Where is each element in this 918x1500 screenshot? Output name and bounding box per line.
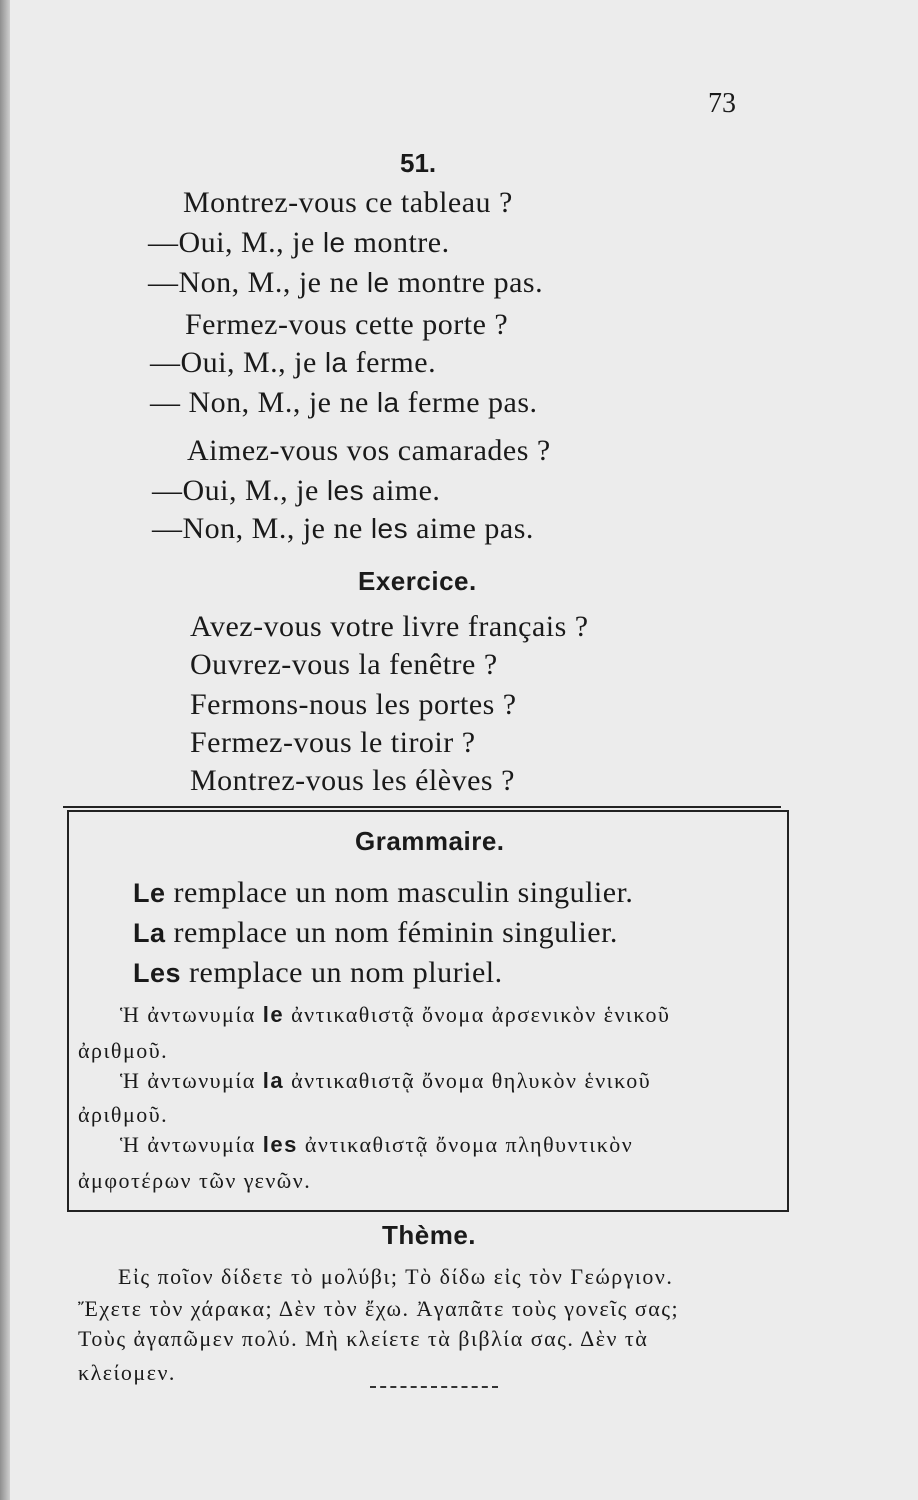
answer-no: —Non, M., je ne les aime pas. xyxy=(152,512,534,545)
theme-title: Thème. xyxy=(382,1220,477,1250)
pronoun: les xyxy=(326,475,365,506)
page-number: 73 xyxy=(708,88,736,119)
end-rule xyxy=(370,1386,498,1388)
pronoun: les xyxy=(262,1132,298,1157)
greek-rule: Ἡ ἀντωνυμία les ἀντικαθιστᾷ ὄνομα πληθυντικὸν xyxy=(120,1132,634,1157)
theme-line: κλείομεν. xyxy=(78,1360,176,1385)
exercise-item: Montrez-vous les élèves ? xyxy=(190,764,515,797)
page-edge xyxy=(0,0,10,1500)
pronoun: Les xyxy=(133,958,182,988)
pronoun: le xyxy=(366,267,390,298)
pronoun: la xyxy=(324,347,348,378)
grammar-rule: Les remplace un nom pluriel. xyxy=(133,956,503,989)
pronoun: les xyxy=(370,513,409,544)
theme-line: Εἰς ποῖον δίδετε τὸ μολύβι; Τὸ δίδω εἰς τὸν Γεώργιον. xyxy=(118,1264,674,1289)
pronoun: Le xyxy=(133,878,166,908)
grammar-rule: Le remplace un nom masculin singulier. xyxy=(133,876,634,909)
question-line: Montrez-vous ce tableau ? xyxy=(183,186,513,219)
section-number: 51. xyxy=(400,148,437,178)
pronoun: la xyxy=(262,1068,285,1093)
theme-line: Τοὺς ἀγαπῶμεν πολύ. Μὴ κλείετε τὰ βιβλία σας. Δὲν τὰ xyxy=(78,1326,649,1351)
greek-rule: Ἡ ἀντωνυμία la ἀντικαθιστᾷ ὄνομα θηλυκὸν ἑνικοῦ xyxy=(120,1068,652,1093)
exercise-title: Exercice. xyxy=(358,566,477,596)
greek-rule-cont: ἀριθμοῦ. xyxy=(78,1102,169,1127)
greek-rule-cont: ἀριθμοῦ. xyxy=(78,1038,169,1063)
pronoun: le xyxy=(322,227,346,258)
greek-rule: Ἡ ἀντωνυμία le ἀντικαθιστᾷ ὄνομα ἀρσενικὸν ἑνικοῦ xyxy=(120,1002,671,1027)
answer-no: —Non, M., je ne le montre pas. xyxy=(148,266,544,299)
question-line: Fermez-vous cette porte ? xyxy=(185,308,509,341)
divider-rule xyxy=(63,806,781,808)
grammar-rule: La remplace un nom féminin singulier. xyxy=(133,916,618,949)
question-line: Aimez-vous vos camarades ? xyxy=(187,434,551,467)
grammar-title: Grammaire. xyxy=(355,826,505,856)
pronoun: La xyxy=(133,918,166,948)
answer-yes: —Oui, M., je la ferme. xyxy=(150,346,437,379)
pronoun: le xyxy=(262,1002,285,1027)
exercise-item: Avez-vous votre livre français ? xyxy=(190,610,589,643)
answer-no: — Non, M., je ne la ferme pas. xyxy=(150,386,538,419)
exercise-item: Fermons-nous les portes ? xyxy=(190,688,517,721)
pronoun: la xyxy=(376,387,400,418)
greek-rule-cont: ἀμφοτέρων τῶν γενῶν. xyxy=(78,1168,312,1193)
answer-yes: —Oui, M., je les aime. xyxy=(152,474,441,507)
exercise-item: Fermez-vous le tiroir ? xyxy=(190,726,476,759)
answer-yes: —Oui, M., je le montre. xyxy=(148,226,450,259)
theme-line: Ἔχετε τὸν χάρακα; Δὲν τὸν ἔχω. Ἀγαπᾶτε τοὺς γονεῖς σας; xyxy=(78,1296,680,1321)
exercise-item: Ouvrez-vous la fenêtre ? xyxy=(190,648,498,681)
